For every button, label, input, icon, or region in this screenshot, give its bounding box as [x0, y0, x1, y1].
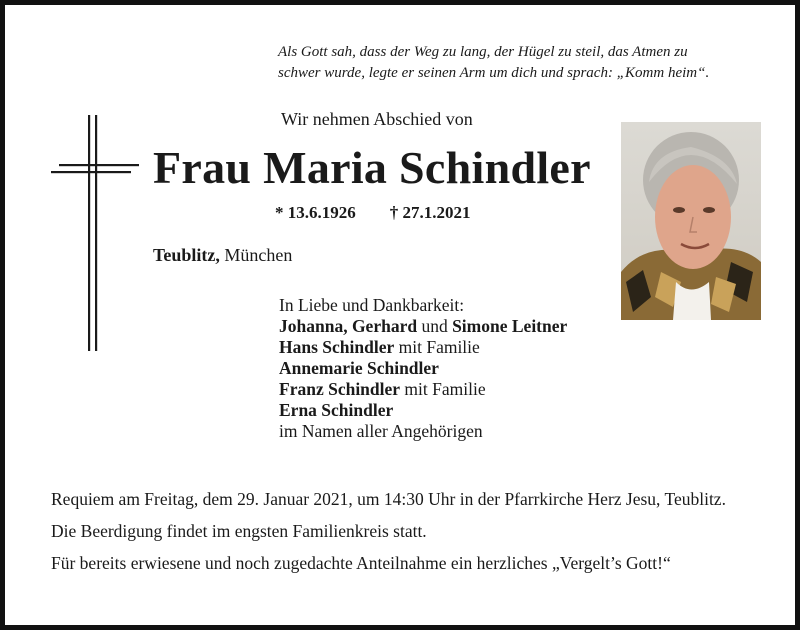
residence-primary: Teublitz, — [153, 245, 220, 265]
memorial-quote — [278, 42, 778, 84]
deceased-name: Frau Maria Schindler — [153, 142, 591, 193]
requiem-text: Requiem am Freitag, dem 29. Januar 2021, um 14:30 Uhr in der Pfarrkirche Herz Jesu, Teublitz. — [51, 489, 726, 509]
burial-text: Die Beerdigung findet im engsten Familienkreis statt. — [51, 521, 427, 541]
residence — [153, 245, 292, 266]
mourner-row — [279, 358, 567, 379]
mourner-suffix: mit Familie — [400, 379, 486, 399]
mourner-suffix: mit Familie — [394, 337, 480, 357]
mourners-block — [279, 295, 567, 442]
mourner-name: Hans Schindler — [279, 337, 395, 357]
quote-line-1: Als Gott sah, dass der Weg zu lang, der Hügel zu steil, das Atmen zu — [278, 44, 688, 60]
mourners-closing: im Namen aller Angehörigen — [279, 421, 483, 441]
mourners-heading: In Liebe und Dankbarkeit: — [279, 295, 465, 315]
mourner-row — [279, 379, 567, 400]
mourner-row — [279, 316, 567, 337]
life-dates — [275, 203, 471, 223]
cross-icon — [49, 115, 141, 351]
portrait-image — [621, 122, 761, 320]
mourner-name: Franz Schindler — [279, 379, 401, 399]
mourner-row — [279, 337, 567, 358]
service-details — [51, 488, 763, 584]
mourner-name: Erna Schindler — [279, 400, 394, 420]
quote-line-2: schwer wurde, legte er seinen Arm um dich und sprach: „Komm heim“. — [278, 65, 710, 81]
portrait-photo — [621, 122, 761, 320]
mourner-row — [279, 400, 567, 421]
birth-date: * 13.6.1926 — [275, 203, 356, 222]
mourner-name: Johanna, Gerhard — [279, 316, 418, 336]
death-date: † 27.1.2021 — [389, 203, 471, 222]
mourner-name: Annemarie Schindler — [279, 358, 439, 378]
mourner-connector: und — [417, 316, 453, 336]
mourner-name: Simone Leitner — [452, 316, 568, 336]
thanks-text: Für bereits erwiesene und noch zugedachte Anteilnahme ein herzliches „Vergelt’s Gott!“ — [51, 553, 671, 573]
residence-secondary: München — [219, 245, 293, 265]
intro-text: Wir nehmen Abschied von — [281, 109, 473, 129]
